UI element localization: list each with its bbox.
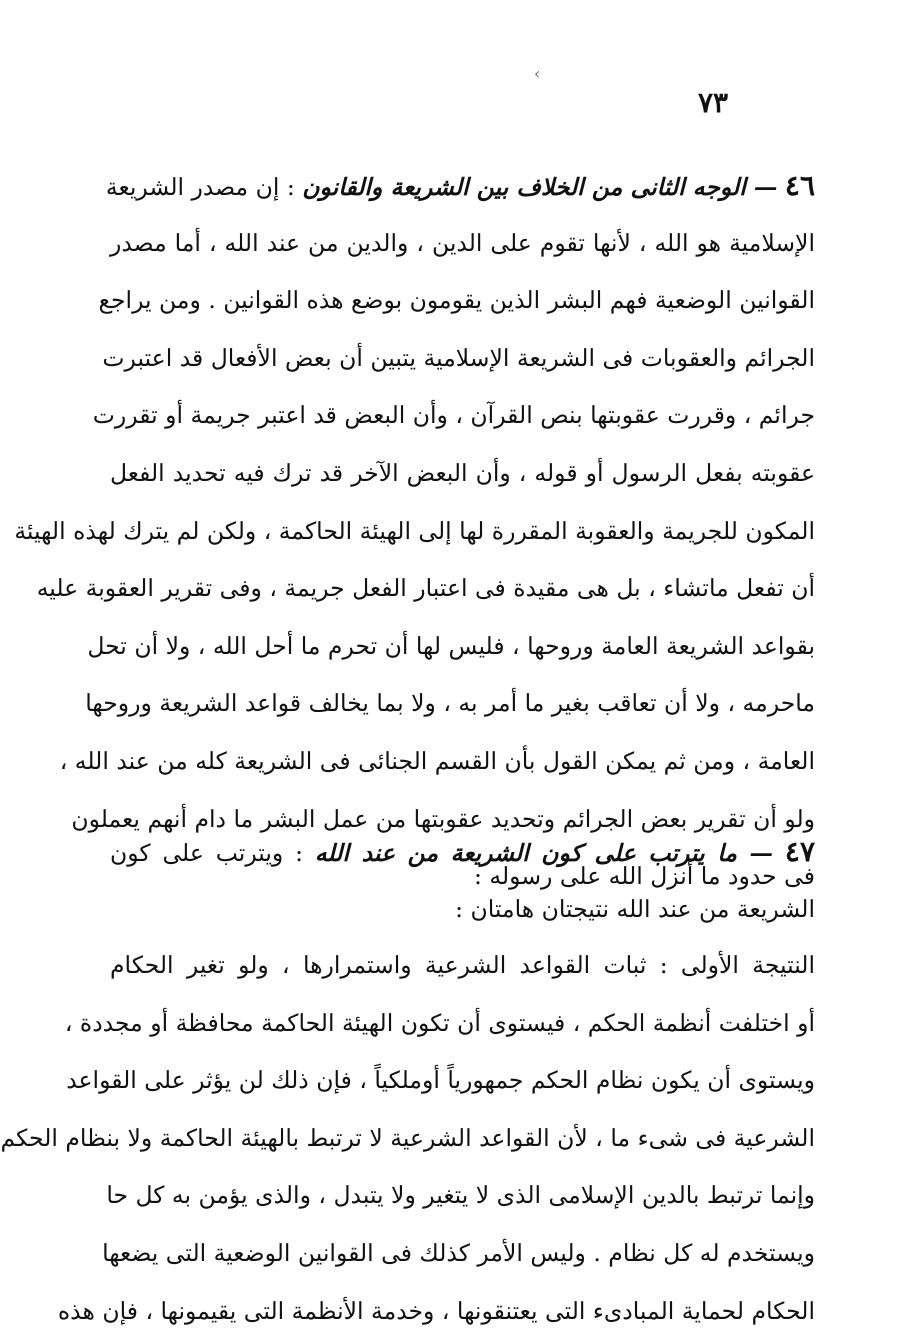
text-line: ولو أن تقرير بعض الجرائم وتحديد عقوبتها من عمل البشر ما دام أنهم يعملون	[71, 804, 815, 833]
section-number: ٤٦	[784, 169, 815, 202]
text-line: النتيجة الأولى : ثبات القواعد الشرعية واستمرارها ، ولو تغير الحكام	[110, 951, 815, 979]
text-line: : ويترتب على كون	[110, 839, 304, 867]
text-line: ويستخدم له كل نظام . وليس الأمر كذلك فى القوانين الوضعية التى يضعها	[102, 1238, 815, 1267]
text-line: ماحرمه ، ولا أن تعاقب بغير ما أمر به ، ولا بما يخالف قواعد الشريعة وروحها	[85, 689, 815, 718]
text-line: الشرعية فى شىء ما ، لأن القواعد الشرعية لا ترتبط بالهيئة الحاكمة ولا بنظام الحكم	[0, 1123, 815, 1152]
section-46	[14, 157, 815, 906]
scan-mark: ‹	[534, 64, 541, 83]
text-line: الحكام لحماية المبادىء التى يعتنقونها ، وخدمة الأنظمة التى يقيمونها ، فإن هذه	[57, 1296, 815, 1325]
text-line: الإسلامية هو الله ، لأنها تقوم على الدين ، والدين من عند الله ، أما مصدر	[110, 228, 815, 257]
text-line: العامة ، ومن ثم يمكن القول بأن القسم الجنائى فى الشريعة كله من عند الله ،	[59, 746, 815, 775]
text-line: المكون للجريمة والعقوبة المقررة لها إلى الهيئة الحاكمة ، ولكن لم يترك لهذه الهيئة	[14, 516, 815, 545]
section-heading	[105, 157, 815, 215]
text-line: عقوبته بفعل الرسول أو قوله ، وأن البعض الآخر قد ترك فيه تحديد الفعل	[110, 458, 815, 487]
page-number: ٧٣	[698, 86, 729, 119]
text-line: الشريعة من عند الله نتيجتان هامتان :	[455, 894, 815, 923]
section-47	[110, 823, 815, 938]
first-result	[0, 937, 815, 1340]
section-heading	[110, 823, 815, 881]
text-line: أو اختلفت أنظمة الحكم ، فيستوى أن تكون الهيئة الحاكمة محافظة أو مجددة ،	[64, 1008, 815, 1037]
text-line: أن تفعل ماتشاء ، بل هى مقيدة فى اعتبار الفعل جريمة ، وفى تقرير العقوبة عليه	[36, 574, 815, 603]
text-line: بقواعد الشريعة العامة وروحها ، فليس لها أن تحرم ما أحل الله ، ولا أن تحل	[87, 631, 815, 660]
section-number: ٤٧	[784, 835, 815, 868]
text-line: وإنما ترتبط بالدين الإسلامى الذى لا يتغير ولا يتبدل ، والذى يؤمن به كل حا	[106, 1181, 815, 1210]
text-line: : إن مصدر الشريعة	[105, 173, 295, 201]
section-title: — الوجه الثانى من الخلاف بين الشريعة والقانون	[302, 173, 778, 201]
text-line: فى حدود ما أنزل الله على رسوله :	[474, 862, 815, 891]
text-line: جرائم ، وقررت عقوبتها بنص القرآن ، وأن البعض قد اعتبر جريمة أو تقررت	[92, 401, 815, 430]
text-line: ويستوى أن يكون نظام الحكم جمهورياً أوملكياً ، فإن ذلك لن يؤثر على القواعد	[66, 1066, 815, 1095]
text-line: القوانين الوضعية فهم البشر الذين يقومون بوضع هذه القوانين . ومن يراجع	[98, 286, 815, 315]
text-line: الجرائم والعقوبات فى الشريعة الإسلامية يتبين أن بعض الأفعال قد اعتبرت	[102, 343, 815, 372]
section-title: — ما يترتب على كون الشريعة من عند الله	[314, 839, 774, 867]
